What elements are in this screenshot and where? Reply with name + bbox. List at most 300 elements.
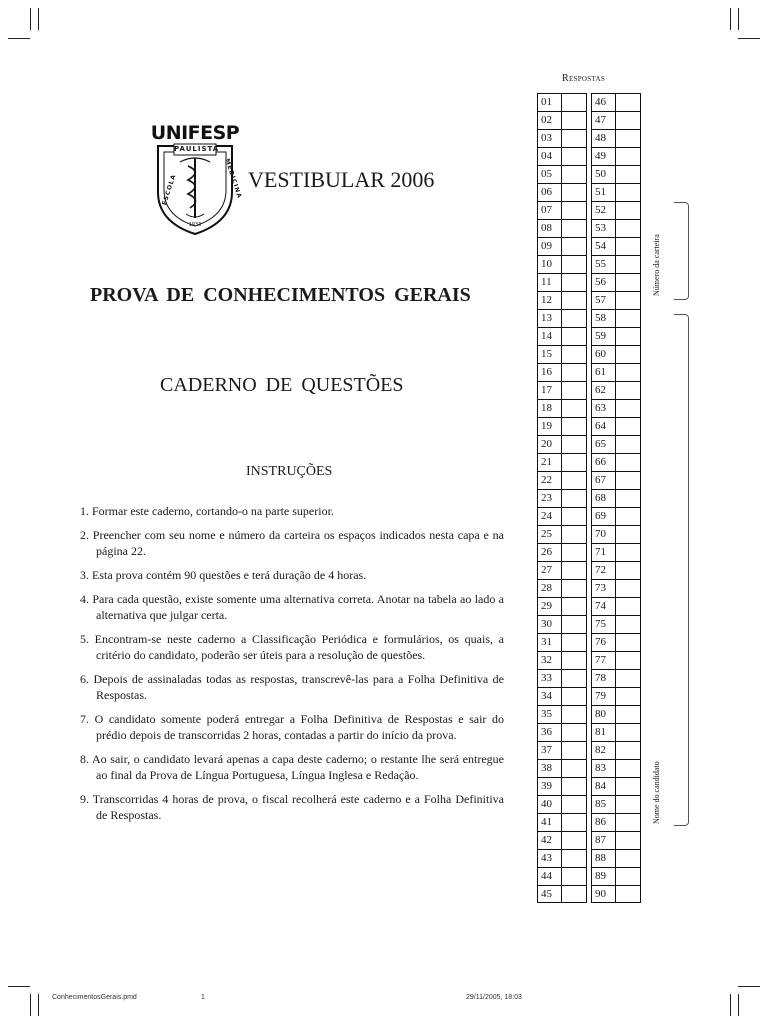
question-number: 53 <box>592 220 616 237</box>
question-number: 25 <box>538 526 562 543</box>
question-number: 36 <box>538 724 562 741</box>
answer-row <box>537 831 587 849</box>
answer-box[interactable] <box>616 472 640 489</box>
answer-box[interactable] <box>562 580 586 597</box>
logo-year: 1933 <box>188 222 202 228</box>
answer-box[interactable] <box>616 166 640 183</box>
instruction-item: 5. Encontram-se neste caderno a Classificação Periódica e formulários, os quais, a critério do candidato, poderão ser úteis para a resolução de questões. <box>80 632 504 662</box>
question-number: 49 <box>592 148 616 165</box>
answer-box[interactable] <box>616 328 640 345</box>
answer-row <box>537 615 587 633</box>
answer-row <box>591 525 641 543</box>
question-number: 17 <box>538 382 562 399</box>
answer-row <box>591 111 641 129</box>
instructions-heading: INSTRUÇÕES <box>246 464 333 479</box>
answer-box[interactable] <box>562 652 586 669</box>
answer-box[interactable] <box>562 328 586 345</box>
answer-box[interactable] <box>562 778 586 795</box>
answer-row <box>591 273 641 291</box>
nome-field[interactable] <box>674 314 689 826</box>
question-number: 20 <box>538 436 562 453</box>
crop-mark <box>30 8 31 30</box>
answer-row <box>591 399 641 417</box>
answer-row <box>537 687 587 705</box>
question-number: 50 <box>592 166 616 183</box>
answer-box[interactable] <box>616 292 640 309</box>
footer-page: 1 <box>201 994 205 1001</box>
answer-row <box>537 345 587 363</box>
answer-row <box>537 849 587 867</box>
answer-box[interactable] <box>562 310 586 327</box>
question-number: 51 <box>592 184 616 201</box>
question-number: 24 <box>538 508 562 525</box>
answer-box[interactable] <box>562 436 586 453</box>
instruction-item: 7. O candidato somente poderá entregar a Folha Definitiva de Respostas e sair do prédio depois de transcorridas 2 horas, contadas a partir do início da prova. <box>80 712 504 742</box>
question-number: 70 <box>592 526 616 543</box>
question-number: 13 <box>538 310 562 327</box>
answer-row <box>537 759 587 777</box>
answer-row <box>537 111 587 129</box>
answer-box[interactable] <box>562 202 586 219</box>
answer-box[interactable] <box>562 526 586 543</box>
answer-box[interactable] <box>616 490 640 507</box>
answer-box[interactable] <box>562 220 586 237</box>
crop-mark <box>30 994 31 1016</box>
answer-box[interactable] <box>616 670 640 687</box>
answer-row <box>537 399 587 417</box>
answer-row <box>591 417 641 435</box>
answer-row <box>591 687 641 705</box>
answer-row <box>537 147 587 165</box>
answer-row <box>537 489 587 507</box>
answer-row <box>591 561 641 579</box>
answer-row <box>591 885 641 903</box>
answer-row <box>537 885 587 903</box>
answer-row <box>537 723 587 741</box>
question-number: 35 <box>538 706 562 723</box>
question-number: 01 <box>538 94 562 111</box>
answer-box[interactable] <box>616 382 640 399</box>
question-number: 56 <box>592 274 616 291</box>
answer-box[interactable] <box>562 418 586 435</box>
answer-row <box>537 327 587 345</box>
question-number: 06 <box>538 184 562 201</box>
answer-box[interactable] <box>616 634 640 651</box>
answer-box[interactable] <box>562 166 586 183</box>
footer-datetime: 29/11/2005, 18:03 <box>466 994 522 1001</box>
question-number: 48 <box>592 130 616 147</box>
answer-row <box>591 165 641 183</box>
answer-box[interactable] <box>616 742 640 759</box>
answer-box[interactable] <box>616 346 640 363</box>
question-number: 40 <box>538 796 562 813</box>
answer-box[interactable] <box>562 238 586 255</box>
answer-row <box>537 165 587 183</box>
answer-box[interactable] <box>562 814 586 831</box>
answer-row <box>537 579 587 597</box>
crop-mark <box>38 994 39 1016</box>
question-number: 58 <box>592 310 616 327</box>
answer-row <box>591 759 641 777</box>
answer-row <box>591 795 641 813</box>
logo-name: UNIFESP <box>150 122 240 144</box>
question-number: 27 <box>538 562 562 579</box>
answer-box[interactable] <box>616 688 640 705</box>
answer-row <box>537 219 587 237</box>
answer-box[interactable] <box>562 742 586 759</box>
answer-box[interactable] <box>562 688 586 705</box>
question-number: 55 <box>592 256 616 273</box>
answer-box[interactable] <box>562 454 586 471</box>
answer-row <box>591 453 641 471</box>
answer-box[interactable] <box>562 184 586 201</box>
answer-box[interactable] <box>562 724 586 741</box>
question-number: 16 <box>538 364 562 381</box>
answer-row <box>537 273 587 291</box>
answer-box[interactable] <box>616 310 640 327</box>
question-number: 04 <box>538 148 562 165</box>
answer-row <box>537 669 587 687</box>
answer-box[interactable] <box>562 598 586 615</box>
answer-row <box>591 831 641 849</box>
question-number: 28 <box>538 580 562 597</box>
question-number: 37 <box>538 742 562 759</box>
question-number: 23 <box>538 490 562 507</box>
answer-row <box>537 291 587 309</box>
answer-row <box>537 363 587 381</box>
crop-mark <box>8 986 30 987</box>
nome-label: Nome do candidato <box>652 761 661 824</box>
answer-row <box>591 669 641 687</box>
question-number: 85 <box>592 796 616 813</box>
answer-box[interactable] <box>616 454 640 471</box>
answer-box[interactable] <box>562 148 586 165</box>
question-number: 82 <box>592 742 616 759</box>
answer-box[interactable] <box>562 850 586 867</box>
answer-row <box>591 777 641 795</box>
question-number: 18 <box>538 400 562 417</box>
answer-box[interactable] <box>562 346 586 363</box>
answer-row <box>537 813 587 831</box>
answer-box[interactable] <box>616 202 640 219</box>
question-number: 88 <box>592 850 616 867</box>
instruction-item: 9. Transcorridas 4 horas de prova, o fiscal recolherá este caderno e a Folha Definitiva de Respostas. <box>80 792 504 822</box>
answer-row <box>591 543 641 561</box>
answer-row <box>591 435 641 453</box>
question-number: 09 <box>538 238 562 255</box>
question-number: 22 <box>538 472 562 489</box>
question-number: 32 <box>538 652 562 669</box>
answer-row <box>537 201 587 219</box>
answer-box[interactable] <box>562 490 586 507</box>
answer-row <box>591 849 641 867</box>
question-number: 61 <box>592 364 616 381</box>
answer-box[interactable] <box>562 760 586 777</box>
answer-row <box>537 633 587 651</box>
answer-box[interactable] <box>616 778 640 795</box>
answer-row <box>591 705 641 723</box>
answer-box[interactable] <box>562 832 586 849</box>
answer-row <box>537 597 587 615</box>
answer-box[interactable] <box>616 814 640 831</box>
answer-row <box>537 255 587 273</box>
crop-mark <box>730 8 731 30</box>
answer-box[interactable] <box>616 796 640 813</box>
answer-row <box>591 93 641 111</box>
answer-row <box>591 255 641 273</box>
instruction-item: 2. Preencher com seu nome e número da carteira os espaços indicados nesta capa e na página 22. <box>80 528 504 558</box>
crop-mark <box>738 8 739 30</box>
question-number: 54 <box>592 238 616 255</box>
answer-box[interactable] <box>562 868 586 885</box>
answer-box[interactable] <box>616 508 640 525</box>
answer-row <box>537 471 587 489</box>
question-number: 77 <box>592 652 616 669</box>
question-number: 87 <box>592 832 616 849</box>
answer-box[interactable] <box>616 544 640 561</box>
answer-box[interactable] <box>562 634 586 651</box>
answer-box[interactable] <box>616 238 640 255</box>
crop-mark <box>738 994 739 1016</box>
question-number: 05 <box>538 166 562 183</box>
answer-row <box>537 381 587 399</box>
caderno-title: CADERNO DE QUESTÕES <box>160 374 404 396</box>
logo-subtitle: PAULISTA <box>174 145 220 153</box>
question-number: 68 <box>592 490 616 507</box>
answer-box[interactable] <box>616 598 640 615</box>
question-number: 15 <box>538 346 562 363</box>
answer-row <box>537 705 587 723</box>
answer-row <box>591 345 641 363</box>
answer-row <box>537 867 587 885</box>
answer-box[interactable] <box>616 562 640 579</box>
answer-row <box>591 291 641 309</box>
question-number: 64 <box>592 418 616 435</box>
question-number: 44 <box>538 868 562 885</box>
question-number: 14 <box>538 328 562 345</box>
exam-title: VESTIBULAR 2006 <box>248 167 435 192</box>
question-number: 26 <box>538 544 562 561</box>
answer-box[interactable] <box>616 652 640 669</box>
answer-box[interactable] <box>616 148 640 165</box>
question-number: 02 <box>538 112 562 129</box>
answer-row <box>591 651 641 669</box>
instruction-item: 8. Ao sair, o candidato levará apenas a capa deste caderno; o restante lhe será entregue ao final da Prova de Língua Portuguesa, Língua Inglesa e Redação. <box>80 752 504 782</box>
answer-box[interactable] <box>616 580 640 597</box>
question-number: 79 <box>592 688 616 705</box>
question-number: 12 <box>538 292 562 309</box>
answer-column-left <box>537 93 587 903</box>
question-number: 73 <box>592 580 616 597</box>
question-number: 69 <box>592 508 616 525</box>
logo-ring-left: ESCOLA <box>161 173 178 207</box>
answer-box[interactable] <box>562 256 586 273</box>
question-number: 03 <box>538 130 562 147</box>
answer-box[interactable] <box>616 184 640 201</box>
answer-row <box>537 795 587 813</box>
answer-box[interactable] <box>616 220 640 237</box>
question-number: 47 <box>592 112 616 129</box>
answer-box[interactable] <box>562 292 586 309</box>
answer-row <box>591 579 641 597</box>
answer-row <box>537 777 587 795</box>
answer-row <box>591 633 641 651</box>
answer-row <box>537 651 587 669</box>
carteira-field[interactable] <box>674 202 689 300</box>
instructions-list <box>80 503 504 831</box>
answer-box[interactable] <box>562 274 586 291</box>
answer-box[interactable] <box>562 616 586 633</box>
answer-box[interactable] <box>562 706 586 723</box>
question-number: 60 <box>592 346 616 363</box>
answer-row <box>591 471 641 489</box>
carteira-label: Número da carteira <box>652 234 661 296</box>
answer-box[interactable] <box>562 400 586 417</box>
answer-box[interactable] <box>616 418 640 435</box>
question-number: 59 <box>592 328 616 345</box>
question-number: 08 <box>538 220 562 237</box>
answer-box[interactable] <box>616 94 640 111</box>
question-number: 89 <box>592 868 616 885</box>
answer-box[interactable] <box>562 382 586 399</box>
question-number: 62 <box>592 382 616 399</box>
answer-box[interactable] <box>562 472 586 489</box>
answer-row <box>591 201 641 219</box>
question-number: 52 <box>592 202 616 219</box>
answer-row <box>591 723 641 741</box>
answer-box[interactable] <box>562 364 586 381</box>
crop-mark <box>738 986 760 987</box>
answer-row <box>537 507 587 525</box>
answer-box[interactable] <box>616 364 640 381</box>
question-number: 90 <box>592 886 616 902</box>
answer-row <box>591 147 641 165</box>
answer-row <box>537 525 587 543</box>
question-number: 65 <box>592 436 616 453</box>
question-number: 10 <box>538 256 562 273</box>
question-number: 29 <box>538 598 562 615</box>
crop-mark <box>8 38 30 39</box>
question-number: 21 <box>538 454 562 471</box>
answer-box[interactable] <box>616 832 640 849</box>
answer-row <box>537 453 587 471</box>
question-number: 11 <box>538 274 562 291</box>
answer-row <box>591 489 641 507</box>
answer-row <box>591 741 641 759</box>
question-number: 76 <box>592 634 616 651</box>
question-number: 74 <box>592 598 616 615</box>
answer-box[interactable] <box>562 508 586 525</box>
answer-row <box>537 183 587 201</box>
unifesp-logo <box>150 122 243 240</box>
question-number: 42 <box>538 832 562 849</box>
answer-row <box>591 237 641 255</box>
answer-row <box>537 543 587 561</box>
answer-row <box>537 435 587 453</box>
question-number: 41 <box>538 814 562 831</box>
answer-box[interactable] <box>616 400 640 417</box>
answer-row <box>591 867 641 885</box>
question-number: 19 <box>538 418 562 435</box>
question-number: 43 <box>538 850 562 867</box>
prova-title: PROVA DE CONHECIMENTOS GERAIS <box>90 284 471 306</box>
question-number: 66 <box>592 454 616 471</box>
instruction-item: 3. Esta prova contém 90 questões e terá duração de 4 horas. <box>80 568 367 582</box>
answer-box[interactable] <box>616 130 640 147</box>
answer-box[interactable] <box>616 724 640 741</box>
answer-row <box>537 237 587 255</box>
respostas-heading: Respostas <box>562 73 606 84</box>
question-number: 63 <box>592 400 616 417</box>
answer-box[interactable] <box>562 94 586 111</box>
answer-box[interactable] <box>616 760 640 777</box>
answer-box[interactable] <box>562 112 586 129</box>
answer-row <box>537 129 587 147</box>
question-number: 57 <box>592 292 616 309</box>
answer-box[interactable] <box>616 706 640 723</box>
answer-box[interactable] <box>616 112 640 129</box>
answer-row <box>537 417 587 435</box>
answer-box[interactable] <box>616 868 640 885</box>
answer-box[interactable] <box>616 274 640 291</box>
answer-box[interactable] <box>616 256 640 273</box>
question-number: 86 <box>592 814 616 831</box>
question-number: 78 <box>592 670 616 687</box>
answer-row <box>591 327 641 345</box>
answer-row <box>591 507 641 525</box>
answer-row <box>591 381 641 399</box>
answer-box[interactable] <box>562 670 586 687</box>
question-number: 75 <box>592 616 616 633</box>
answer-box[interactable] <box>562 562 586 579</box>
answer-box[interactable] <box>616 850 640 867</box>
question-number: 38 <box>538 760 562 777</box>
question-number: 34 <box>538 688 562 705</box>
question-number: 81 <box>592 724 616 741</box>
answer-box[interactable] <box>562 886 586 902</box>
question-number: 84 <box>592 778 616 795</box>
question-number: 83 <box>592 760 616 777</box>
answer-row <box>591 183 641 201</box>
answer-column-right <box>591 93 641 903</box>
crop-mark <box>730 994 731 1016</box>
question-number: 80 <box>592 706 616 723</box>
answer-row <box>591 813 641 831</box>
answer-box[interactable] <box>616 886 640 902</box>
answer-row <box>537 309 587 327</box>
answer-box[interactable] <box>616 436 640 453</box>
answer-box[interactable] <box>562 130 586 147</box>
answer-box[interactable] <box>616 526 640 543</box>
crop-mark <box>38 8 39 30</box>
answer-box[interactable] <box>562 544 586 561</box>
question-number: 46 <box>592 94 616 111</box>
answer-row <box>591 129 641 147</box>
answer-row <box>537 741 587 759</box>
instruction-item: 4. Para cada questão, existe somente uma alternativa correta. Anotar na tabela ao lado a alternativa que julgar certa. <box>80 592 504 622</box>
answer-box[interactable] <box>562 796 586 813</box>
answer-row <box>591 219 641 237</box>
answer-box[interactable] <box>616 616 640 633</box>
question-number: 07 <box>538 202 562 219</box>
question-number: 33 <box>538 670 562 687</box>
answer-row <box>591 615 641 633</box>
question-number: 39 <box>538 778 562 795</box>
question-number: 72 <box>592 562 616 579</box>
answer-row <box>591 309 641 327</box>
question-number: 31 <box>538 634 562 651</box>
instruction-item: 1. Formar este caderno, cortando-o na parte superior. <box>80 504 334 518</box>
